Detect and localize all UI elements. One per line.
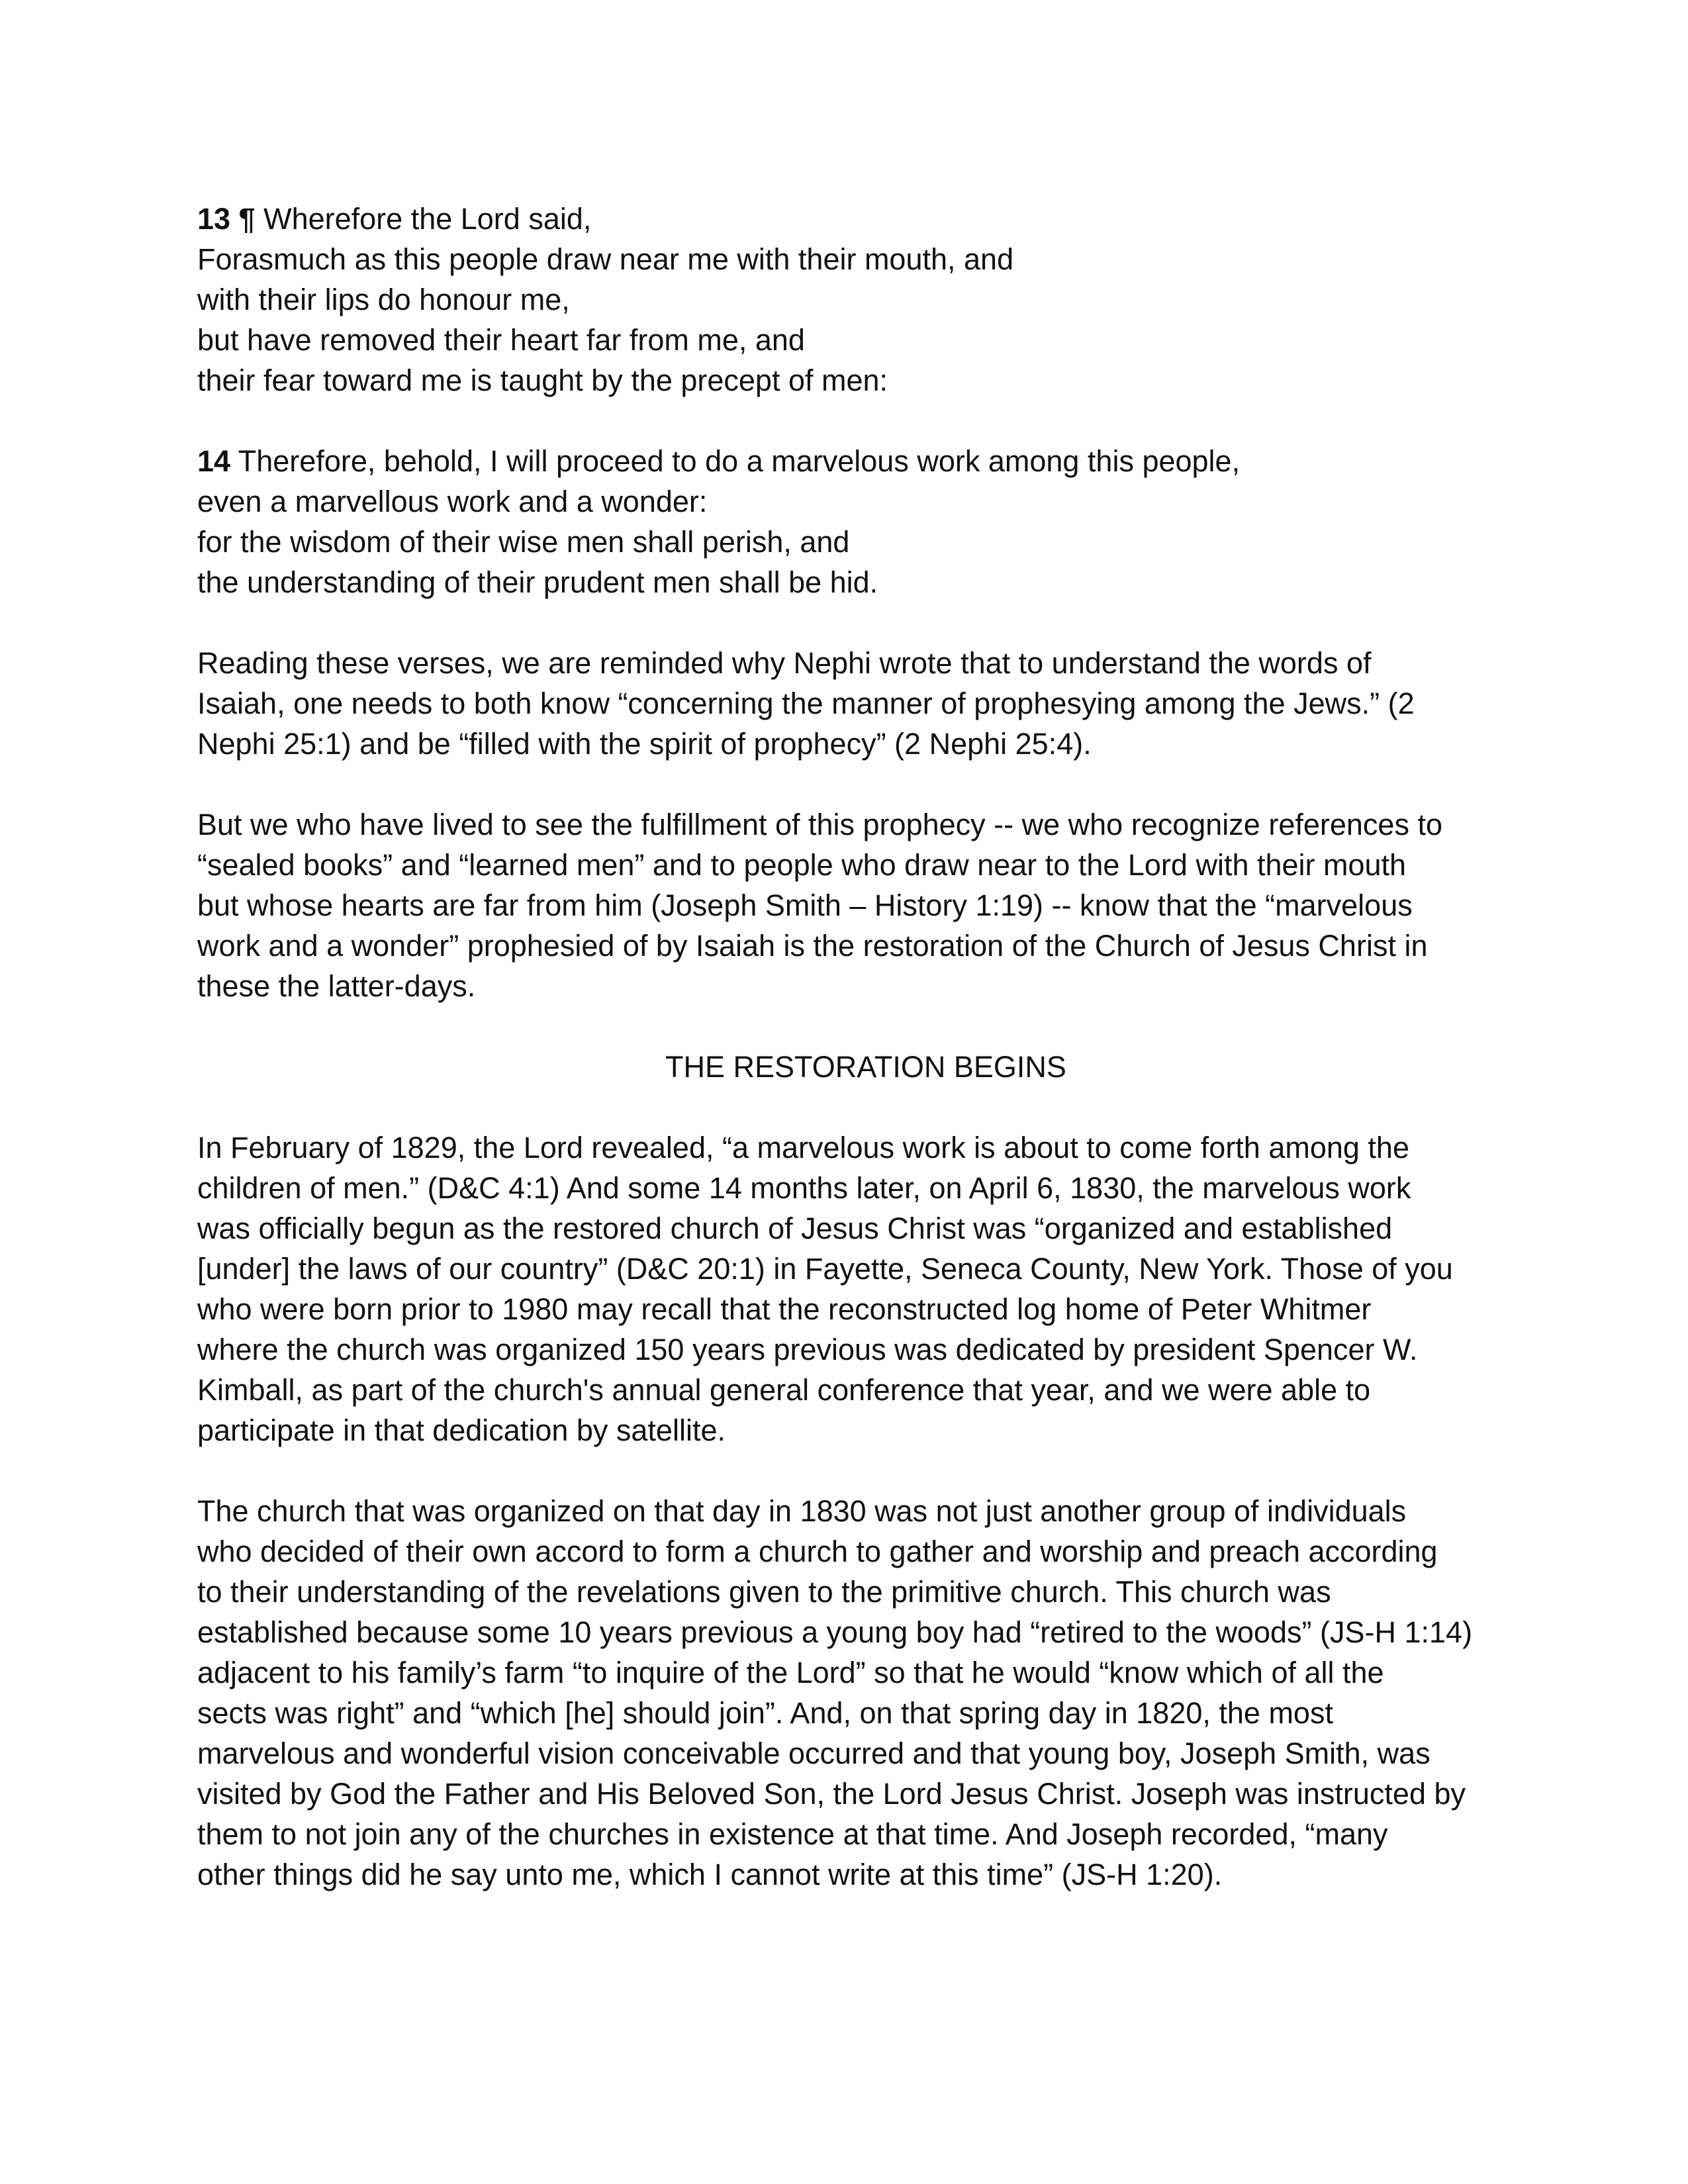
paragraph-fulfillment — [197, 804, 1508, 1006]
verse-line: 13 ¶ Wherefore the Lord said, — [197, 202, 592, 236]
text-line: where the church was organized 150 years previous was dedicated by president Spencer W. — [197, 1333, 1418, 1366]
text-line: who were born prior to 1980 may recall that the reconstructed log home of Peter Whitmer — [197, 1292, 1372, 1326]
text-line: adjacent to his family’s farm “to inquire of the Lord” so that he would “know which of all the — [197, 1656, 1384, 1689]
text-line: marvelous and wonderful vision conceivable occurred and that young boy, Joseph Smith, was — [197, 1736, 1430, 1770]
verse-line: but have removed their heart far from me, and — [197, 323, 805, 357]
text-line: “sealed books” and “learned men” and to people who draw near to the Lord with their mouth — [197, 848, 1407, 882]
text-line: established because some 10 years previous a young boy had “retired to the woods” (JS-H 1:14) — [197, 1615, 1473, 1649]
text-line: these the latter-days. — [197, 969, 476, 1003]
verse-14 — [197, 441, 1508, 602]
text-line: who decided of their own accord to form a church to gather and worship and preach according — [197, 1535, 1438, 1568]
text-line: Kimball, as part of the church's annual general conference that year, and we were able to — [197, 1373, 1371, 1407]
verse-number: 13 ¶ — [197, 202, 256, 236]
verse-line: the understanding of their prudent men shall be hid. — [197, 565, 878, 599]
text-line: [under] the laws of our country” (D&C 20:1) in Fayette, Seneca County, New York. Those of you — [197, 1252, 1453, 1286]
verse-line: even a marvellous work and a wonder: — [197, 485, 708, 518]
verse-13 — [197, 199, 1508, 401]
section-heading: THE RESTORATION BEGINS — [665, 1050, 1066, 1084]
text-line: visited by God the Father and His Beloved Son, the Lord Jesus Christ. Joseph was instructed by — [197, 1777, 1466, 1811]
verse-line: for the wisdom of their wise men shall perish, and — [197, 525, 850, 559]
text-line: Reading these verses, we are reminded why Nephi wrote that to understand the words of — [197, 646, 1372, 680]
text-line: other things did he say unto me, which I cannot write at this time” (JS-H 1:20). — [197, 1858, 1223, 1891]
paragraph-nephi — [197, 643, 1508, 764]
text-line: was officially begun as the restored church of Jesus Christ was “organized and established — [197, 1211, 1393, 1245]
verse-line: 14 Therefore, behold, I will proceed to do a marvelous work among this people, — [197, 444, 1241, 478]
text-line: Isaiah, one needs to both know “concerning the manner of prophesying among the Jews.” (2 — [197, 687, 1415, 720]
text-line: participate in that dedication by satellite. — [197, 1413, 726, 1447]
text-line: them to not join any of the churches in existence at that time. And Joseph recorded, “many — [197, 1817, 1388, 1851]
paragraph-first-vision — [197, 1491, 1508, 1895]
text-line: But we who have lived to see the fulfillment of this prophecy -- we who recognize references to — [197, 808, 1442, 841]
text-line: children of men.” (D&C 4:1) And some 14 months later, on April 6, 1830, the marvelous work — [197, 1171, 1411, 1205]
text-line: but whose hearts are far from him (Joseph Smith – History 1:19) -- know that the “marvelous — [197, 888, 1413, 922]
text-line: Nephi 25:1) and be “filled with the spirit of prophecy” (2 Nephi 25:4). — [197, 727, 1092, 761]
verse-line: their fear toward me is taught by the precept of men: — [197, 363, 888, 397]
verse-number: 14 — [197, 444, 231, 478]
text-line: In February of 1829, the Lord revealed, “a marvelous work is about to come forth among the — [197, 1131, 1409, 1164]
text-line: The church that was organized on that day in 1830 was not just another group of individuals — [197, 1494, 1407, 1528]
document-page — [197, 199, 1508, 1935]
text-line: to their understanding of the revelations given to the primitive church. This church was — [197, 1575, 1331, 1609]
text-line: sects was right” and “which [he] should join”. And, on that spring day in 1820, the most — [197, 1696, 1333, 1730]
paragraph-organization — [197, 1127, 1508, 1450]
verse-line: with their lips do honour me, — [197, 283, 570, 316]
verse-line: Forasmuch as this people draw near me with their mouth, and — [197, 242, 1014, 276]
text-line: work and a wonder” prophesied of by Isaiah is the restoration of the Church of Jesus Christ in — [197, 929, 1428, 963]
